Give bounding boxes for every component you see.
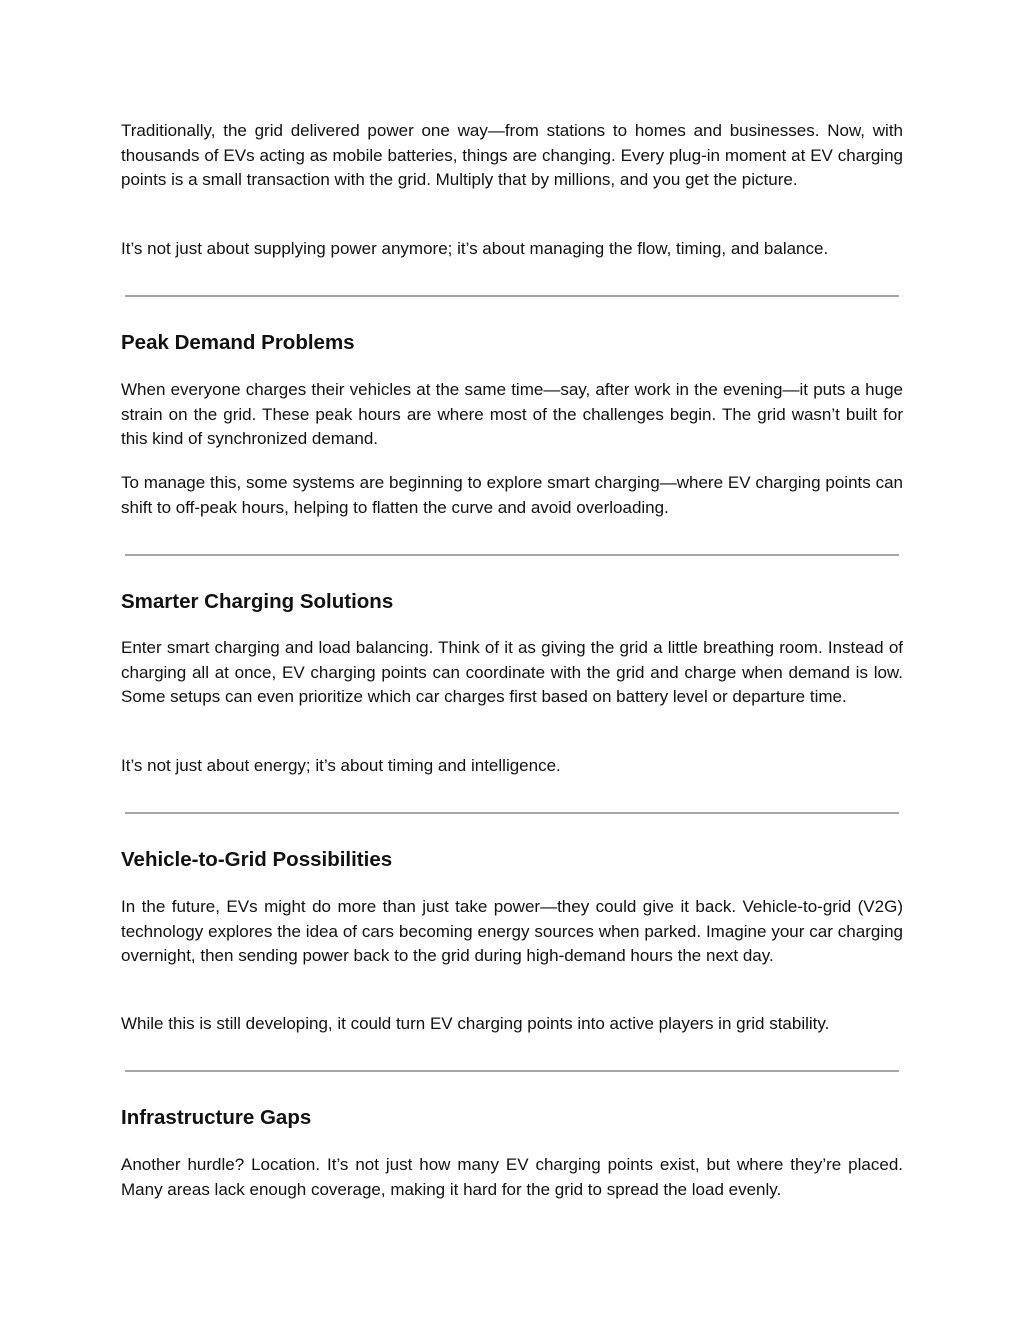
intro-paragraph-1: Traditionally, the grid delivered power one way—from stations to homes and businesses. Now, with thousands of EVs acting as mobile batteries, things are changing. Every plug-in moment at EV charging points is a small transaction with the grid. Multiply that by millions, and you get the picture. [121,121,903,189]
section-divider [125,554,899,556]
smarter-charging-paragraph-2: It’s not just about energy; it’s about timing and intelligence. [121,756,561,775]
smarter-charging-paragraph-1: Enter smart charging and load balancing. Think of it as giving the grid a little breathing room. Instead of charging all at once, EV charging points can coordinate with the grid and charge when demand is low. Some setups can even prioritize which car charges first based on battery level or departure time. [121,638,903,706]
peak-demand-paragraph-2: To manage this, some systems are beginning to explore smart charging—where EV charging points can shift to off-peak hours, helping to flatten the curve and avoid overloading. [121,473,903,517]
v2g-paragraph-2: While this is still developing, it could turn EV charging points into active players in grid stability. [121,1014,830,1033]
section-title-infrastructure-gaps: Infrastructure Gaps [121,1106,312,1129]
intro-paragraph-2: It’s not just about supplying power anymore; it’s about managing the flow, timing, and balance. [121,239,829,258]
peak-demand-paragraph-1: When everyone charges their vehicles at the same time—say, after work in the evening—it puts a huge strain on the grid. These peak hours are where most of the challenges begin. The grid wasn’t built for this kind of synchronized demand. [121,380,903,448]
infrastructure-gaps-paragraph-1: Another hurdle? Location. It’s not just how many EV charging points exist, but where they’re placed. Many areas lack enough coverage, making it hard for the grid to spread the load evenly. [121,1155,903,1199]
v2g-paragraph-1: In the future, EVs might do more than just take power—they could give it back. Vehicle-to-grid (V2G) technology explores the idea of cars becoming energy sources when parked. Imagine your car charging overnight, then sending power back to the grid during high-demand hours the next day. [121,897,903,965]
section-title-v2g: Vehicle-to-Grid Possibilities [121,848,393,871]
section-title-peak-demand: Peak Demand Problems [121,331,355,354]
section-divider [125,812,899,814]
section-title-smarter-charging: Smarter Charging Solutions [121,590,394,613]
section-divider [125,295,899,297]
section-divider [125,1070,899,1072]
